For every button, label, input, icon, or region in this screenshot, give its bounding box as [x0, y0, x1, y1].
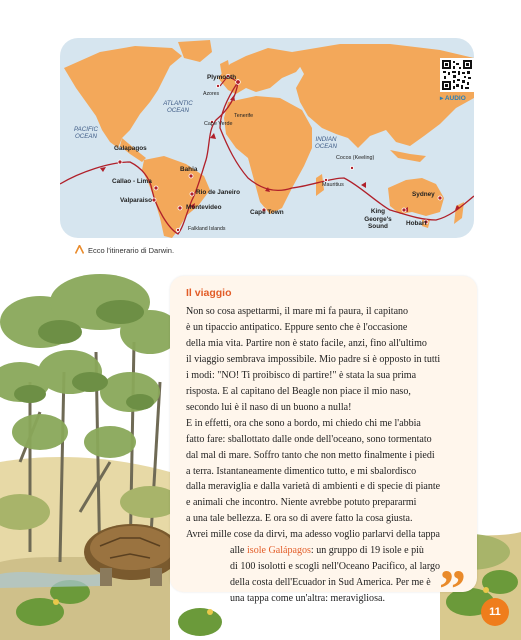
label-azores: Azores [203, 91, 220, 97]
story-line: della costa dell'Ecuador in Sud America. Per me è [230, 577, 431, 589]
caption-arrow-icon [75, 245, 84, 254]
qr-code-graphic [442, 60, 472, 90]
story-line: Non so cosa aspettarmi, il mare mi fa paura, il capitano [186, 306, 409, 317]
story-line: e animali che incontro. Niente avrebbe potuto prepararmi [186, 497, 417, 509]
pacific-ocean-text: PACIFIC OCEAN [74, 126, 98, 141]
story-line: risposta. E al capitano del Beagle non piace il mio naso, [186, 385, 411, 397]
indonesia-land [390, 150, 426, 162]
label-montevideo: Montevideo [186, 204, 222, 211]
story-line: della mia vita. Partire non è stato facile, anzi, fino all'ultimo [186, 337, 427, 349]
atlantic-ocean-text: ATLANTIC OCEAN [163, 100, 193, 115]
qr-code-icon [440, 58, 474, 92]
qr-audio-link[interactable] [440, 58, 474, 104]
label-cape-town: Cape Town [250, 209, 284, 216]
label-sydney: Sydney [412, 191, 435, 198]
story-line: di 100 isolotti e scogli nell'Oceano Pacifico, al largo [230, 561, 441, 573]
galapagos-highlight: isole Galápagos [247, 545, 311, 557]
label-pacific-ocean [66, 126, 106, 140]
story-line: fatto fare: sballottato dalle onde dell'oceano, sono tormentato [186, 433, 432, 445]
audio-label[interactable]: ▸ AUDIO [440, 95, 466, 102]
darwin-route-map [60, 38, 474, 238]
world-map-illustration [60, 38, 474, 238]
story-line: una tappa come un'altra: meravigliosa. [230, 593, 385, 605]
label-callao-lima: Callao - Lima [112, 178, 152, 185]
story-line: il viaggio sembrava impossibile. Mio padre si è opposto in tutti [186, 353, 441, 365]
label-rio-de-janeiro: Rio de Janeiro [196, 189, 241, 196]
page-number: 11 [481, 598, 509, 626]
story-line-galapagos [186, 543, 471, 559]
label-cocos-keeling: Cocos (Keeling) [336, 155, 375, 161]
label-king-georges-sound: King George's Sound [364, 208, 392, 231]
label-cape-verde: Cape Verde [204, 121, 233, 127]
europe-land [218, 48, 304, 94]
label-indian-ocean [308, 136, 344, 150]
closing-quote-mark: ” [439, 559, 466, 619]
label-bahia: Bahia [180, 166, 198, 173]
label-plymouth: Plymouth [207, 74, 237, 81]
label-valparaiso: Valparaiso [120, 197, 152, 204]
story-line: a terra. Istantaneamente dimentico tutto, e mi sbalordisco [186, 465, 417, 477]
story-line: dal mal di mare. Soffro tanto che non metto finalmente i piedi [186, 449, 435, 461]
map-caption: Ecco l'itinerario di Darwin. [88, 246, 175, 255]
story-body [186, 304, 471, 607]
story-line-pre: alle [230, 545, 248, 557]
label-atlantic-ocean [158, 100, 198, 114]
label-hobart: Hobart [406, 220, 427, 227]
story-line-post: : un gruppo di 19 isole e più [310, 545, 424, 557]
label-mauritius: Mauritius [322, 182, 344, 188]
story-line: è un tipaccio antipatico. Eppure sento che è l'occasione [186, 321, 408, 333]
story-title: Il viaggio [186, 287, 232, 299]
story-line: a una tale bellezza. E ora so di avere fatto la cosa giusta. [186, 513, 413, 525]
indian-ocean-text: INDIAN OCEAN [314, 136, 337, 151]
story-line: Avrei mille cose da dirvi, ma adesso voglio parlarvi della tappa [186, 529, 440, 541]
label-galapagos: Galapagos [114, 145, 147, 152]
greenland-land [178, 40, 212, 62]
label-falkland-islands: Falkland Islands [188, 226, 226, 232]
story-line: E in effetti, ora che sono a bordo, mi chiedo chi me l'abbia [186, 417, 421, 429]
label-tenerife: Tenerife [234, 113, 254, 119]
story-line: dalla meraviglia e dalla varietà di ambienti e di specie di piante [186, 481, 441, 493]
story-line: secondo lui è il naso di un buono a nulla! [186, 401, 352, 413]
story-line: i modi: "NO! Ti proibisco di partire!" è stata la sua prima [186, 369, 417, 381]
